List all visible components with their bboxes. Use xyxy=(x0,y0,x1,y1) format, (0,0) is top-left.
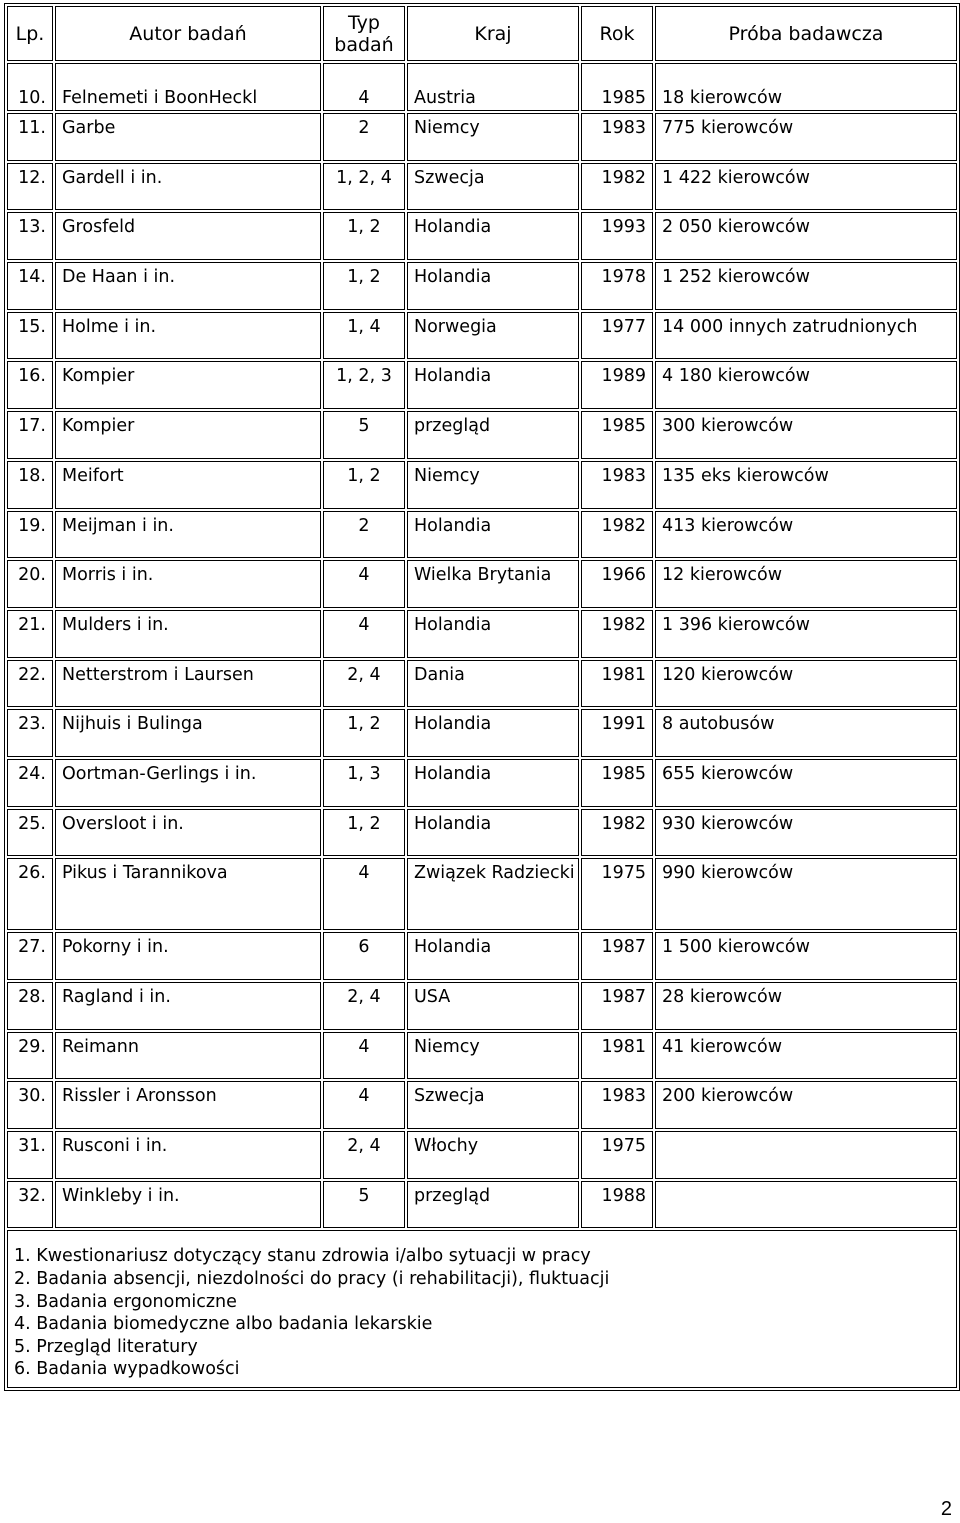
table-row xyxy=(7,411,957,459)
table-row xyxy=(7,560,957,608)
cell-kraj: Włochy xyxy=(407,1131,579,1179)
cell-lp: 12. xyxy=(7,163,53,211)
cell-rok: 1989 xyxy=(581,361,653,409)
cell-kraj: Niemcy xyxy=(407,461,579,509)
cell-rok: 1981 xyxy=(581,660,653,708)
cell-rok: 1991 xyxy=(581,709,653,757)
cell-typ: 4 xyxy=(323,63,405,111)
cell-autor: Netterstrom i Laursen xyxy=(55,660,321,708)
cell-autor: Gardell i in. xyxy=(55,163,321,211)
cell-proba: 655 kierowców xyxy=(655,759,957,807)
cell-lp: 30. xyxy=(7,1081,53,1129)
cell-lp: 11. xyxy=(7,113,53,161)
cell-proba xyxy=(655,1131,957,1179)
cell-typ: 1, 2 xyxy=(323,262,405,310)
cell-lp: 20. xyxy=(7,560,53,608)
cell-rok: 1988 xyxy=(581,1181,653,1229)
cell-typ: 2, 4 xyxy=(323,1131,405,1179)
cell-lp: 10. xyxy=(7,63,53,111)
cell-kraj: Holandia xyxy=(407,709,579,757)
legend-item: 4. Badania biomedyczne albo badania lekarskie xyxy=(14,1314,433,1335)
legend-box xyxy=(7,1230,957,1388)
cell-typ: 1, 2 xyxy=(323,461,405,509)
table-row xyxy=(7,932,957,980)
cell-kraj: Norwegia xyxy=(407,312,579,360)
table-row xyxy=(7,262,957,310)
cell-typ: 2 xyxy=(323,113,405,161)
table-row xyxy=(7,858,957,930)
cell-typ: 1, 2, 3 xyxy=(323,361,405,409)
cell-rok: 1966 xyxy=(581,560,653,608)
cell-rok: 1982 xyxy=(581,511,653,559)
cell-autor: Felnemeti i BoonHeckl xyxy=(55,63,321,111)
cell-lp: 27. xyxy=(7,932,53,980)
cell-lp: 14. xyxy=(7,262,53,310)
cell-proba: 1 500 kierowców xyxy=(655,932,957,980)
cell-proba: 300 kierowców xyxy=(655,411,957,459)
cell-lp: 28. xyxy=(7,982,53,1030)
cell-autor: Meifort xyxy=(55,461,321,509)
cell-proba: 2 050 kierowców xyxy=(655,212,957,260)
table-row xyxy=(7,511,957,559)
cell-kraj: Holandia xyxy=(407,212,579,260)
table-header-row xyxy=(7,6,957,61)
cell-rok: 1978 xyxy=(581,262,653,310)
cell-kraj: Związek Radziecki xyxy=(407,858,579,930)
cell-proba: 28 kierowców xyxy=(655,982,957,1030)
cell-typ: 1, 3 xyxy=(323,759,405,807)
cell-lp: 17. xyxy=(7,411,53,459)
cell-typ: 1, 2 xyxy=(323,709,405,757)
table-row xyxy=(7,163,957,211)
cell-lp: 19. xyxy=(7,511,53,559)
cell-proba: 200 kierowców xyxy=(655,1081,957,1129)
cell-lp: 31. xyxy=(7,1131,53,1179)
header-kraj: Kraj xyxy=(407,6,579,61)
cell-proba: 1 396 kierowców xyxy=(655,610,957,658)
cell-typ: 4 xyxy=(323,858,405,930)
cell-proba: 1 422 kierowców xyxy=(655,163,957,211)
cell-autor: De Haan i in. xyxy=(55,262,321,310)
table-row xyxy=(7,709,957,757)
cell-typ: 2, 4 xyxy=(323,660,405,708)
table-row xyxy=(7,1181,957,1229)
legend-item: 2. Badania absencji, niezdolności do pracy (i rehabilitacji), fluktuacji xyxy=(14,1269,610,1290)
cell-lp: 22. xyxy=(7,660,53,708)
cell-autor: Rissler i Aronsson xyxy=(55,1081,321,1129)
cell-typ: 1, 2 xyxy=(323,809,405,857)
cell-proba: 14 000 innych zatrudnionych xyxy=(655,312,957,360)
cell-autor: Pikus i Tarannikova xyxy=(55,858,321,930)
cell-typ: 4 xyxy=(323,1081,405,1129)
table-row xyxy=(7,1081,957,1129)
cell-typ: 2 xyxy=(323,511,405,559)
header-lp: Lp. xyxy=(7,6,53,61)
cell-rok: 1983 xyxy=(581,113,653,161)
header-autor: Autor badań xyxy=(55,6,321,61)
cell-autor: Oortman-Gerlings i in. xyxy=(55,759,321,807)
cell-rok: 1975 xyxy=(581,858,653,930)
cell-kraj: Holandia xyxy=(407,759,579,807)
table-row xyxy=(7,660,957,708)
cell-autor: Holme i in. xyxy=(55,312,321,360)
cell-typ: 1, 2 xyxy=(323,212,405,260)
cell-lp: 16. xyxy=(7,361,53,409)
table-row xyxy=(7,312,957,360)
cell-typ: 1, 2, 4 xyxy=(323,163,405,211)
cell-rok: 1985 xyxy=(581,411,653,459)
cell-autor: Winkleby i in. xyxy=(55,1181,321,1229)
cell-kraj: Holandia xyxy=(407,610,579,658)
document-frame xyxy=(4,3,960,1391)
legend-item: 5. Przegląd literatury xyxy=(14,1336,198,1357)
cell-lp: 21. xyxy=(7,610,53,658)
cell-proba xyxy=(655,1181,957,1229)
table-body xyxy=(7,63,957,1228)
table-row xyxy=(7,982,957,1030)
table-row xyxy=(7,759,957,807)
cell-lp: 25. xyxy=(7,809,53,857)
cell-kraj: Szwecja xyxy=(407,163,579,211)
cell-kraj: Niemcy xyxy=(407,1032,579,1080)
cell-autor: Pokorny i in. xyxy=(55,932,321,980)
cell-rok: 1987 xyxy=(581,932,653,980)
table-row xyxy=(7,113,957,161)
header-rok: Rok xyxy=(581,6,653,61)
table-row xyxy=(7,1131,957,1179)
cell-rok: 1982 xyxy=(581,163,653,211)
cell-autor: Garbe xyxy=(55,113,321,161)
cell-kraj: przegląd xyxy=(407,1181,579,1229)
cell-autor: Oversloot i in. xyxy=(55,809,321,857)
cell-lp: 15. xyxy=(7,312,53,360)
table-row xyxy=(7,610,957,658)
cell-proba: 413 kierowców xyxy=(655,511,957,559)
cell-proba: 4 180 kierowców xyxy=(655,361,957,409)
cell-proba: 41 kierowców xyxy=(655,1032,957,1080)
studies-table xyxy=(5,4,959,1230)
cell-typ: 4 xyxy=(323,560,405,608)
cell-kraj: Holandia xyxy=(407,361,579,409)
cell-rok: 1987 xyxy=(581,982,653,1030)
cell-typ: 4 xyxy=(323,1032,405,1080)
cell-proba: 990 kierowców xyxy=(655,858,957,930)
cell-typ: 4 xyxy=(323,610,405,658)
cell-lp: 29. xyxy=(7,1032,53,1080)
cell-proba: 135 eks kierowców xyxy=(655,461,957,509)
cell-lp: 18. xyxy=(7,461,53,509)
cell-kraj: Niemcy xyxy=(407,113,579,161)
cell-rok: 1985 xyxy=(581,63,653,111)
cell-proba: 775 kierowców xyxy=(655,113,957,161)
cell-rok: 1985 xyxy=(581,759,653,807)
legend-item: 3. Badania ergonomiczne xyxy=(14,1291,237,1312)
cell-autor: Mulders i in. xyxy=(55,610,321,658)
table-row xyxy=(7,461,957,509)
cell-rok: 1983 xyxy=(581,1081,653,1129)
cell-autor: Kompier xyxy=(55,411,321,459)
cell-rok: 1981 xyxy=(581,1032,653,1080)
cell-kraj: Holandia xyxy=(407,932,579,980)
cell-lp: 32. xyxy=(7,1181,53,1229)
page-number: 2 xyxy=(940,1498,952,1520)
cell-rok: 1982 xyxy=(581,809,653,857)
legend-item: 1. Kwestionariusz dotyczący stanu zdrowia i/albo sytuacji w pracy xyxy=(14,1246,591,1267)
cell-rok: 1983 xyxy=(581,461,653,509)
cell-proba: 1 252 kierowców xyxy=(655,262,957,310)
cell-autor: Rusconi i in. xyxy=(55,1131,321,1179)
cell-typ: 2, 4 xyxy=(323,982,405,1030)
cell-rok: 1975 xyxy=(581,1131,653,1179)
cell-proba: 12 kierowców xyxy=(655,560,957,608)
cell-typ: 6 xyxy=(323,932,405,980)
cell-autor: Morris i in. xyxy=(55,560,321,608)
cell-kraj: USA xyxy=(407,982,579,1030)
cell-autor: Reimann xyxy=(55,1032,321,1080)
cell-kraj: przegląd xyxy=(407,411,579,459)
cell-rok: 1982 xyxy=(581,610,653,658)
cell-lp: 26. xyxy=(7,858,53,930)
cell-kraj: Szwecja xyxy=(407,1081,579,1129)
header-typ: Typ badań xyxy=(323,6,405,61)
cell-lp: 13. xyxy=(7,212,53,260)
cell-lp: 24. xyxy=(7,759,53,807)
cell-kraj: Holandia xyxy=(407,809,579,857)
cell-typ: 5 xyxy=(323,1181,405,1229)
table-row xyxy=(7,361,957,409)
cell-kraj: Holandia xyxy=(407,511,579,559)
cell-typ: 1, 4 xyxy=(323,312,405,360)
cell-lp: 23. xyxy=(7,709,53,757)
cell-proba: 930 kierowców xyxy=(655,809,957,857)
table-row xyxy=(7,63,957,111)
cell-kraj: Wielka Brytania xyxy=(407,560,579,608)
cell-kraj: Holandia xyxy=(407,262,579,310)
cell-autor: Kompier xyxy=(55,361,321,409)
cell-autor: Nijhuis i Bulinga xyxy=(55,709,321,757)
header-proba: Próba badawcza xyxy=(655,6,957,61)
cell-autor: Grosfeld xyxy=(55,212,321,260)
cell-rok: 1993 xyxy=(581,212,653,260)
cell-autor: Meijman i in. xyxy=(55,511,321,559)
table-row xyxy=(7,212,957,260)
cell-proba: 120 kierowców xyxy=(655,660,957,708)
cell-kraj: Dania xyxy=(407,660,579,708)
cell-autor: Ragland i in. xyxy=(55,982,321,1030)
cell-rok: 1977 xyxy=(581,312,653,360)
cell-proba: 8 autobusów xyxy=(655,709,957,757)
cell-typ: 5 xyxy=(323,411,405,459)
table-row xyxy=(7,1032,957,1080)
legend-item: 6. Badania wypadkowości xyxy=(14,1359,240,1380)
cell-proba: 18 kierowców xyxy=(655,63,957,111)
cell-kraj: Austria xyxy=(407,63,579,111)
table-row xyxy=(7,809,957,857)
